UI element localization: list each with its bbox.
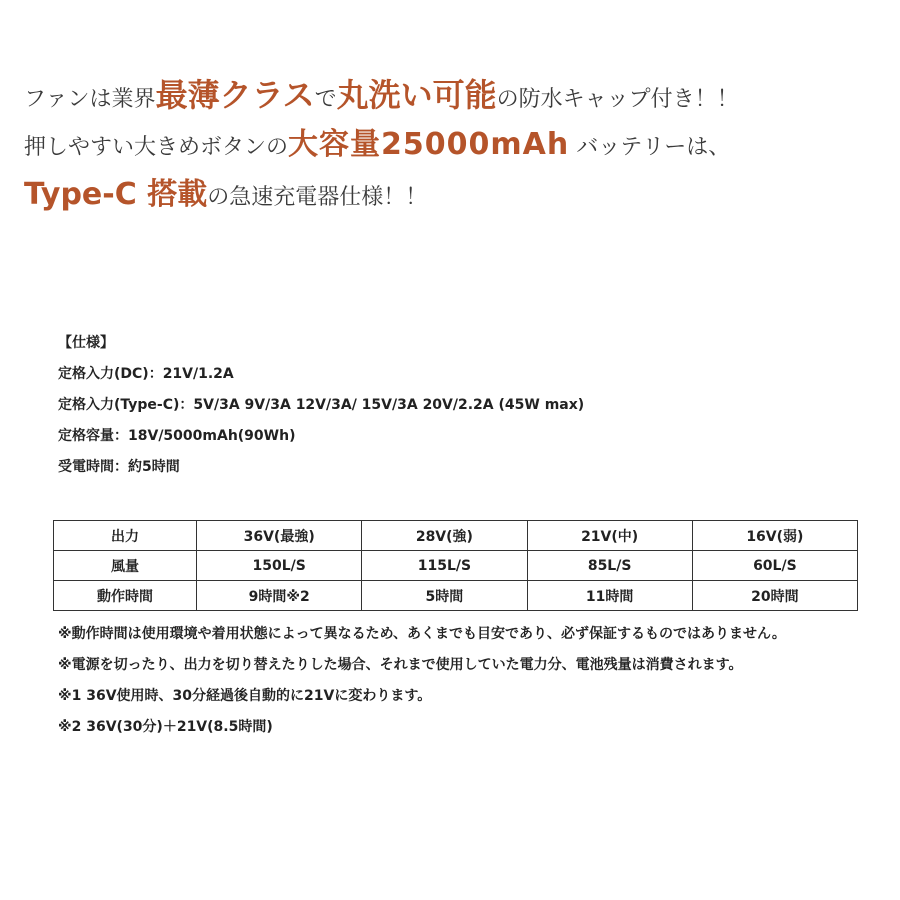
table-cell: 21V(中) [527, 521, 692, 551]
spec-row: 定格容量：18V/5000mAh(90Wh) [58, 428, 296, 444]
headline-text: バッテリーは、 [569, 135, 731, 160]
headline-text: の防水キャップ付き！！ [496, 87, 739, 112]
table-cell: 動作時間 [54, 581, 197, 611]
headline-text: で [314, 87, 337, 112]
table-cell: 60L/S [692, 551, 857, 581]
headline-line-2 [24, 120, 884, 170]
headline-highlight: 丸洗い可能 [336, 76, 497, 114]
headline-text: 押しやすい大きめボタンの [24, 135, 289, 160]
spec-row: 定格入力(DC)：21V/1.2A [58, 366, 234, 382]
table-cell: 150L/S [197, 551, 362, 581]
table-cell: 11時間 [527, 581, 692, 611]
spec-row: 受電時間：約5時間 [58, 459, 180, 475]
table-cell: 風量 [54, 551, 197, 581]
table-cell: 115L/S [362, 551, 527, 581]
headline-highlight: 大容量25000mAh [288, 127, 570, 162]
headline-text: ファンは業界 [24, 87, 156, 112]
note: ※電源を切ったり、出力を切り替えたりした場合、それまで使用していた電力分、電池残量は消費されます。 [58, 657, 743, 673]
spec-row: 定格入力(Type-C)：5V/3A 9V/3A 12V/3A/ 15V/3A 20V/2.2A (45W max) [58, 397, 585, 413]
table-cell: 出力 [54, 521, 197, 551]
note: ※動作時間は使用環境や着用状態によって異なるため、あくまでも目安であり、必ず保証するものではありません。 [58, 626, 786, 642]
note: ※1 36V使用時、30分経過後自動的に21Vに変わります。 [58, 688, 432, 704]
table-cell: 85L/S [527, 551, 692, 581]
table-cell: 28V(強) [362, 521, 527, 551]
table-cell: 5時間 [362, 581, 527, 611]
headline-line-1 [24, 70, 884, 120]
headline-highlight: 最薄クラス [155, 76, 315, 114]
table-cell: 16V(弱) [692, 521, 857, 551]
table-row [54, 551, 858, 581]
table-cell: 20時間 [692, 581, 857, 611]
table-row [54, 581, 858, 611]
note: ※2 36V(30分)＋21V(8.5時間) [58, 719, 273, 735]
headline-highlight: Type-C 搭載 [24, 177, 208, 212]
output-table [53, 520, 858, 611]
headline-line-3 [24, 170, 884, 220]
spec-heading: 【仕様】 [58, 335, 114, 351]
notes-section [58, 620, 858, 744]
table-cell: 9時間※2 [197, 581, 362, 611]
table-cell: 36V(最強) [197, 521, 362, 551]
headline-text: の急速充電器仕様！！ [207, 185, 428, 210]
table-row [54, 521, 858, 551]
headline [24, 70, 884, 220]
spec-section [58, 328, 858, 483]
